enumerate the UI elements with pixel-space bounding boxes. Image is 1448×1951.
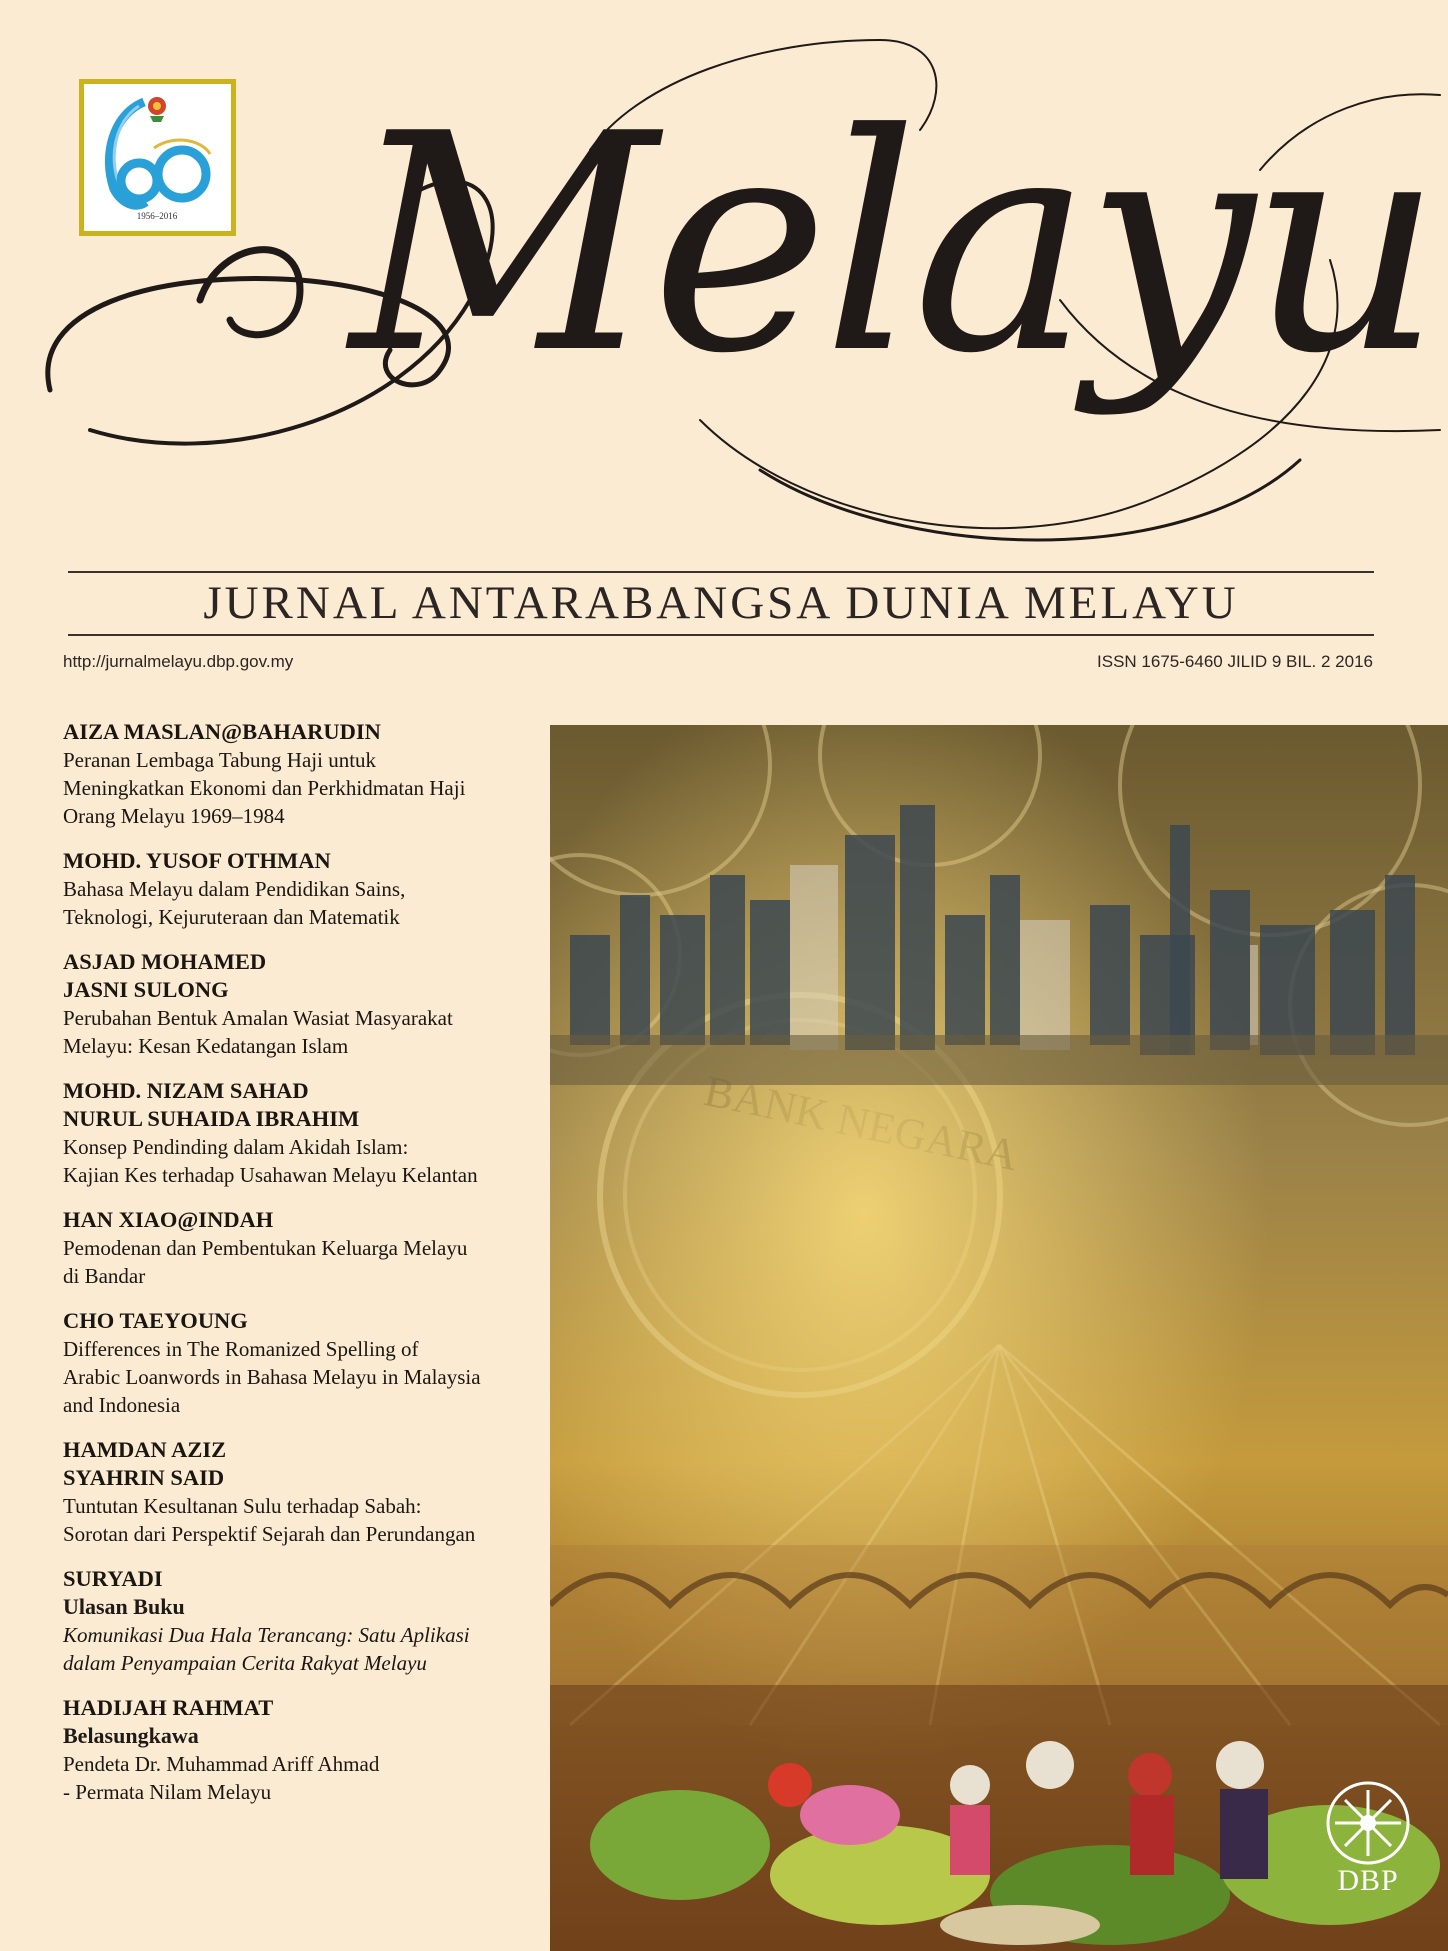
toc-title-line: Arabic Loanwords in Bahasa Melayu in Malaysia — [63, 1365, 481, 1389]
anniversary-years: 1956–2016 — [136, 211, 178, 221]
toc-title-line: - Permata Nilam Melayu — [63, 1780, 272, 1804]
journal-url[interactable]: http://jurnalmelayu.dbp.gov.my — [63, 652, 294, 671]
masthead-bottom-rule — [68, 634, 1374, 636]
cover-photo-illustration — [550, 725, 1448, 1951]
toc-title-line: Pemodenan dan Pembentukan Keluarga Melayu — [63, 1236, 468, 1260]
toc-section-label: Ulasan Buku — [63, 1594, 185, 1619]
toc-title-line: Bahasa Melayu dalam Pendidikan Sains, — [63, 877, 406, 901]
toc-author: CHO TAEYOUNG — [63, 1308, 248, 1333]
toc-title-line: and Indonesia — [63, 1393, 181, 1417]
dbp-wordmark: DBP — [1337, 1864, 1399, 1897]
toc-author: HAN XIAO@INDAH — [63, 1207, 274, 1232]
toc-title-line: Sorotan dari Perspektif Sejarah dan Perundangan — [63, 1522, 476, 1546]
toc-author: SYAHRIN SAID — [63, 1465, 225, 1490]
dbp-publisher-logo — [1318, 1778, 1418, 1898]
toc-title-line: Perubahan Bentuk Amalan Wasiat Masyarakat — [63, 1006, 453, 1030]
toc-article-title — [63, 875, 553, 931]
toc-title-line: Tuntutan Kesultanan Sulu terhadap Sabah: — [63, 1494, 422, 1518]
toc-author: NURUL SUHAIDA IBRAHIM — [63, 1106, 360, 1131]
toc-author: MOHD. NIZAM SAHAD — [63, 1078, 309, 1103]
toc-author: JASNI SULONG — [63, 977, 229, 1002]
toc-article-title — [63, 1621, 553, 1677]
toc-title-line: di Bandar — [63, 1264, 146, 1288]
dbp-sunburst-icon — [1323, 1778, 1413, 1868]
table-of-contents — [63, 718, 553, 1823]
toc-author: ASJAD MOHAMED — [63, 949, 267, 974]
toc-title-line: Peranan Lembaga Tabung Haji untuk — [63, 748, 377, 772]
journal-subtitle: JURNAL ANTARABANGSA DUNIA MELAYU — [203, 577, 1239, 629]
toc-author: HAMDAN AZIZ — [63, 1437, 227, 1462]
toc-article-title — [63, 746, 553, 830]
toc-section-label: Belasungkawa — [63, 1723, 199, 1748]
toc-entry[interactable] — [63, 948, 553, 1060]
toc-entry[interactable] — [63, 1307, 553, 1419]
toc-article-title — [63, 1234, 553, 1290]
toc-entry[interactable] — [63, 1077, 553, 1189]
toc-author: AIZA MASLAN@BAHARUDIN — [63, 719, 381, 744]
toc-article-title — [63, 1133, 553, 1189]
toc-title-line: Konsep Pendinding dalam Akidah Islam: — [63, 1135, 409, 1159]
toc-article-title — [63, 1750, 553, 1806]
masthead — [0, 0, 1448, 560]
toc-entry[interactable] — [63, 1206, 553, 1290]
toc-title-line: Kajian Kes terhadap Usahawan Melayu Kelantan — [63, 1163, 478, 1187]
toc-title-line: Melayu: Kesan Kedatangan Islam — [63, 1034, 349, 1058]
toc-entry[interactable] — [63, 718, 553, 830]
toc-entry[interactable] — [63, 1565, 553, 1677]
toc-title-line: Pendeta Dr. Muhammad Ariff Ahmad — [63, 1752, 380, 1776]
toc-title-line: Differences in The Romanized Spelling of — [63, 1337, 419, 1361]
toc-article-title — [63, 1492, 553, 1548]
toc-title-line: Komunikasi Dua Hala Terancang: Satu Aplikasi — [63, 1623, 470, 1647]
toc-title-line: Meningkatkan Ekonomi dan Perkhidmatan Haji — [63, 776, 466, 800]
toc-title-line: Orang Melayu 1969–1984 — [63, 804, 285, 828]
toc-entry[interactable] — [63, 1436, 553, 1548]
toc-author: MOHD. YUSOF OTHMAN — [63, 848, 331, 873]
masthead-top-rule — [68, 571, 1374, 573]
cover-photo-collage — [550, 725, 1448, 1951]
toc-article-title — [63, 1335, 553, 1419]
issn-issue-info: ISSN 1675-6460 JILID 9 BIL. 2 2016 — [1097, 652, 1373, 671]
toc-entry[interactable] — [63, 1694, 553, 1806]
toc-author: HADIJAH RAHMAT — [63, 1695, 274, 1720]
toc-title-line: Teknologi, Kejuruteraan dan Matematik — [63, 905, 400, 929]
toc-article-title — [63, 1004, 553, 1060]
masthead-title: Melayu — [350, 70, 1437, 419]
toc-title-line: dalam Penyampaian Cerita Rakyat Melayu — [63, 1651, 427, 1675]
toc-author: SURYADI — [63, 1566, 163, 1591]
toc-entry[interactable] — [63, 847, 553, 931]
